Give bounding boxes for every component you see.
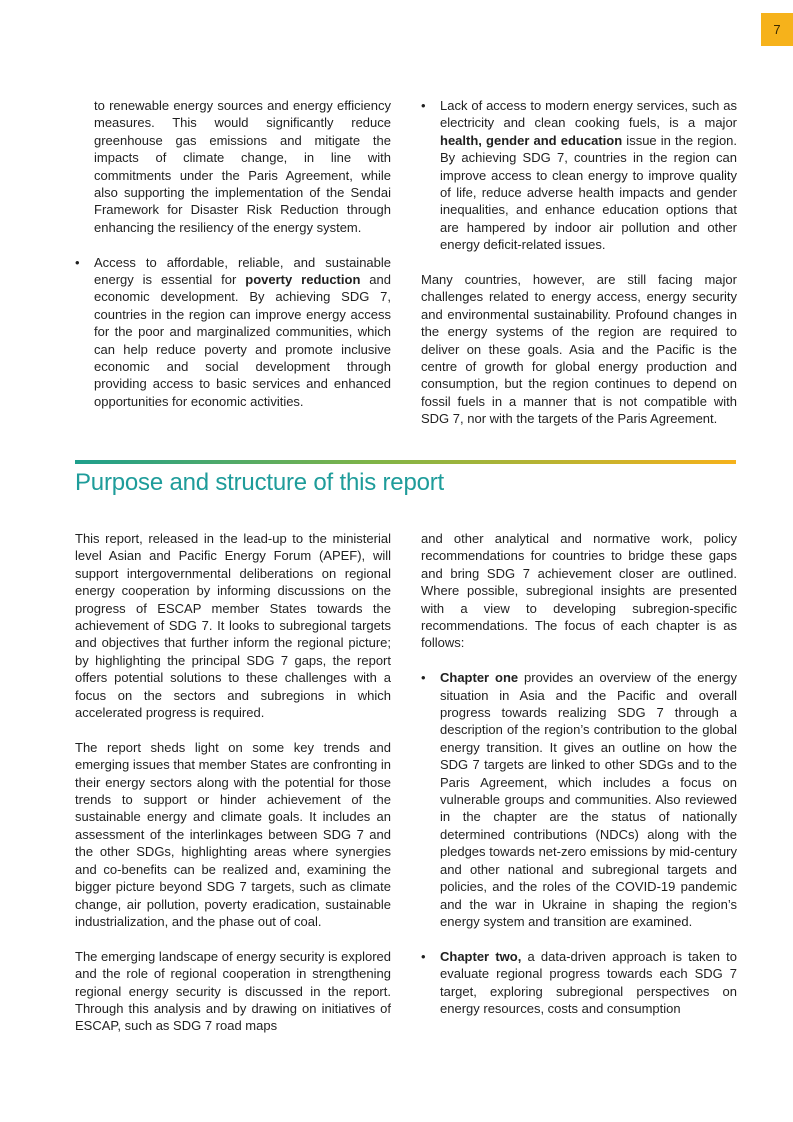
paragraph-recommendations: and other analytical and normative work, policy recommendations for countries to bridge these gaps and bring SDG 7 achievement closer are outlined. Where possible, subregional insights are presented with a view to developing subregion-specific recommendations. The focus of each chapter is as follows: — [421, 531, 737, 651]
top-right-column — [421, 97, 737, 445]
bullet-poverty-reduction — [75, 254, 391, 411]
bullet-dot-icon: • — [421, 948, 426, 964]
top-left-column — [75, 97, 391, 428]
paragraph-report-overview: This report, released in the lead-up to the ministerial level Asian and Pacific Energy Forum (APEF), will support intergovernmental deliberations on regional energy cooperation by informing discussions on the progress of ESCAP member States towards the achievement of SDG 7. It looks to subregional targets and objectives that further inform the regional picture; by highlighting the principal SDG 7 gaps, the report offers potential solutions to these challenges with a focus on the sectors and subregions in which accelerated progress is required. — [75, 531, 391, 721]
chapter-description: provides an overview of the energy situation in Asia and the Pacific and overall progress towards realizing SDG 7 through a description of the region’s contribution to the global energy transition. It gives an outline on how the SDG 7 targets are linked to other SDGs and to the Paris Agreement, which includes a focus on vulnerable groups and communities. Also reviewed in the chapter are the status of nationally determined contributions (NDCs) along with the pledges towards net-zero emissions by mid-century and other national and subregional targets and policies, and the roles of the COVID-19 pandemic and the war in Ukraine in shaping the region’s energy system and transition are examined. — [440, 670, 737, 929]
page-number-badge — [761, 13, 793, 46]
chapter-label: Chapter two, — [440, 948, 522, 964]
continued-bullet-text: to renewable energy sources and energy efficiency measures. This would significantly reduce greenhouse gas emissions and mitigate the impacts of climate change, in line with commitments under the Paris Agreement, while also supporting the implementation of the Sendai Framework for Disaster Risk Reduction through enhancing the resiliency of the energy system. — [94, 98, 391, 235]
bullet-chapter-one — [421, 669, 737, 930]
paragraph-energy-security: The emerging landscape of energy security is explored and the role of regional cooperation in strengthening regional energy security is discussed in the report. Through this analysis and by drawing on initiatives of ESCAP, such as SDG 7 road maps — [75, 948, 391, 1034]
chapter-label: Chapter one — [440, 670, 519, 686]
bullet-health-gender-education — [421, 97, 737, 254]
bullet-text-post: and economic development. By achieving SDG 7, countries in the region can improve energy access for the poor and marginalized communities, which can help reduce poverty and promote inclusive economic and social development through providing access to basic services and enhanced opportunities for economic activities. — [94, 272, 391, 409]
bullet-text-post: issue in the region. By achieving SDG 7, countries in the region can improve access to clean energy to improve quality of life, reduce adverse health impacts and gender inequalities, and enhance education options that are hampered by indoor air pollution and other energy deficit-related issues. — [440, 132, 738, 253]
section-left-column — [75, 530, 391, 1052]
paragraph-key-trends: The report sheds light on some key trends and emerging issues that member States are confronting in their energy sectors along with the potential for those trends to support or hinder achievement of the sustainable energy and climate goals. It includes an assessment of the interlinkages between SDG 7 and the other SDGs, highlighting areas where synergies and co-benefits can be realized and, examining the bigger picture beyond SDG 7 targets, such as climate change, air pollution, poverty eradication, sustainable industrialization, and the phase out of coal. — [75, 739, 391, 929]
section-heading: Purpose and structure of this report — [75, 469, 444, 496]
page-number: 7 — [773, 22, 781, 37]
bullet-bold-term: poverty reduction — [245, 272, 361, 288]
bullet-bold-term: health, gender and education — [440, 132, 623, 148]
challenges-paragraph: Many countries, however, are still facing major challenges related to energy access, energy security and environmental sustainability. Profound changes in the energy systems of the region are required to deliver on these goals. Asia and the Pacific is the centre of growth for global energy production and consumption, but the region continues to depend on fossil fuels in a manner that is not compatible with SDG 7, nor with the targets of the Paris Agreement. — [421, 272, 737, 427]
bullet-dot-icon: • — [421, 98, 426, 113]
bullet-dot-icon: • — [421, 670, 426, 686]
bullet-chapter-two — [421, 948, 737, 1018]
chapter-description: a data-driven approach is taken to evaluate regional progress towards each SDG 7 target, exploring subregional perspectives on energy resources, costs and consumption — [440, 948, 737, 1016]
section-divider — [75, 460, 736, 464]
bullet-dot-icon: • — [75, 254, 80, 270]
section-right-column — [421, 530, 737, 1035]
bullet-text-pre: Access to affordable, reliable, and sustainable energy is essential for — [94, 254, 391, 288]
bullet-text-pre: Lack of access to modern energy services, such as electricity and clean cooking fuels, is a major — [440, 98, 737, 131]
